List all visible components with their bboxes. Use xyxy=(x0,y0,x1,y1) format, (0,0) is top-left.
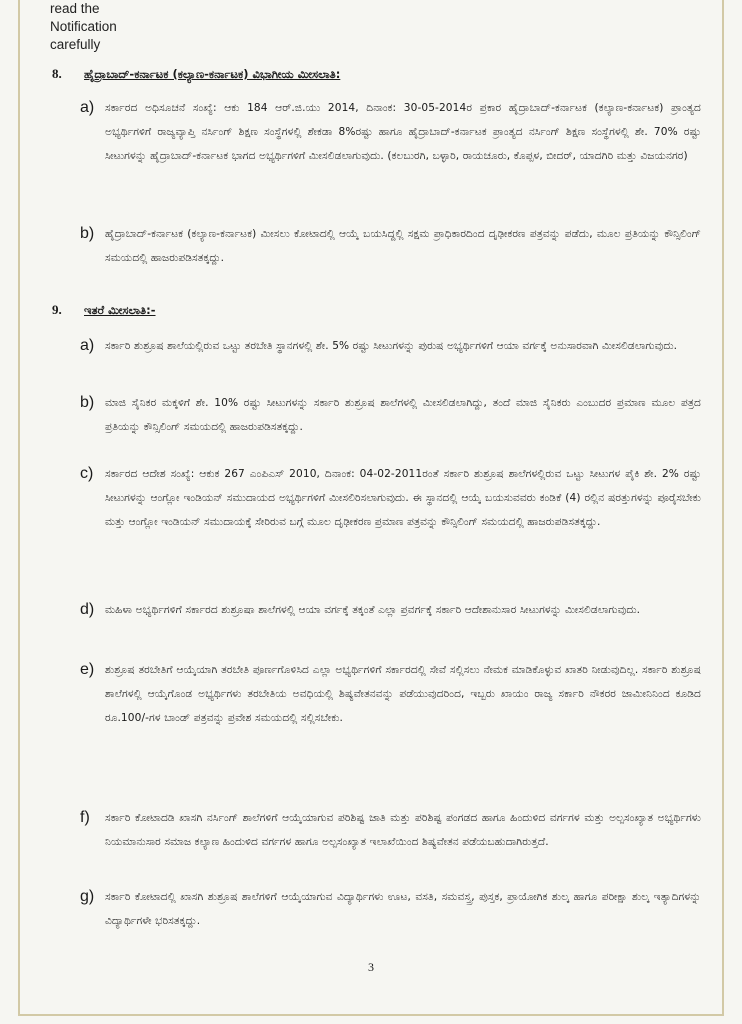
item-text: ಸರ್ಕಾರದ ಅಧಿಸೂಚನೆ ಸಂಖ್ಯೆ: ಆಕು 184 ಆರ್.ಜಿ.ಯು 2014, ದಿನಾಂಕ: 30-05-2014ರ ಪ್ರಕಾರ ಹೈದ್ರಾಬಾದ್-ಕರ್ನಾಟಕ (ಕಲ್ಯಾಣ-ಕರ್ನಾಟಕ) ಪ್ರಾಂತ್ಯದ ಅಭ್ಯರ್ಥಿಗಳಿಗೆ ರಾಜ್ಯವ್ಯಾಪ್ತಿ ನರ್ಸಿಂಗ್ ಶಿಕ್ಷಣ ಸಂಸ್ಥೆಗಳಲ್ಲಿ ಶೇಕಡಾ 8%ರಷ್ಟು ಹಾಗೂ ಹೈದ್ರಾಬಾದ್-ಕರ್ನಾಟಕ ಪ್ರಾಂತ್ಯದ ನರ್ಸಿಂಗ್ ಶಿಕ್ಷಣ ಸಂಸ್ಥೆಗಳಲ್ಲಿ ಶೇ. 70% ರಷ್ಟು ಸೀಟುಗಳನ್ನು ಹೈದ್ರಾಬಾದ್-ಕರ್ನಾಟಕ ಭಾಗದ ಅಭ್ಯರ್ಥಿಗಳಿಗೆ ಮೀಸಲಿಡಲಾಗುವುದು. (ಕಲಬುರಗಿ, ಬಳ್ಳಾರಿ, ರಾಯಚೂರು, ಕೊಪ್ಪಳ, ಬೀದರ್, ಯಾದಗಿರಿ ಮತ್ತು ವಿಜಯನಗರ) xyxy=(105,102,701,163)
item-text: ಹೈದ್ರಾಬಾದ್-ಕರ್ನಾಟಕ (ಕಲ್ಯಾಣ-ಕರ್ನಾಟಕ) ಮೀಸಲು ಕೋಟಾದಲ್ಲಿ ಆಯ್ಕೆ ಬಯಸಿದ್ದಲ್ಲಿ ಸಕ್ಷಮ ಪ್ರಾಧಿಕಾರದಿಂದ ದೃಢೀಕರಣ ಪತ್ರವನ್ನು ಪಡೆದು, ಮೂಲ ಪ್ರತಿಯನ್ನು ಕೌನ್ಸಿಲಿಂಗ್ ಸಮಯದಲ್ಲಿ ಹಾಜರುಪಡಿಸತಕ್ಕದ್ದು. xyxy=(105,228,701,265)
item-letter: b) xyxy=(80,394,95,411)
section-9-heading xyxy=(52,302,156,318)
section-9-title: ಇತರೆ ಮೀಸಲಾತಿ:- xyxy=(84,303,156,317)
item-text: ಸರ್ಕಾರಿ ಶುಶ್ರೂಷ ಶಾಲೆಯಲ್ಲಿರುವ ಒಟ್ಟು ತರಬೇತಿ ಸ್ಥಾನಗಳಲ್ಲಿ ಶೇ. 5% ರಷ್ಟು ಸೀಟುಗಳನ್ನು ಪುರುಷ ಅಭ್ಯರ್ಥಿಗಳಿಗೆ ಆಯಾ ವರ್ಗಕ್ಕೆ ಅನುಸಾರವಾಗಿ ಮೀಸಲಿಡಲಾಗುವುದು. xyxy=(105,340,678,352)
item-text: ಸರ್ಕಾರದ ಆದೇಶ ಸಂಖ್ಯೆ: ಆಕುಕ 267 ಎಂಪಿಎಸ್ 2010, ದಿನಾಂಕ: 04-02-2011ರಂತೆ ಸರ್ಕಾರಿ ಶುಶ್ರೂಷ ಶಾಲೆಗಳಲ್ಲಿರುವ ಒಟ್ಟು ಸೀಟುಗಳ ಪೈಕಿ ಶೇ. 2% ರಷ್ಟು ಸೀಟುಗಳನ್ನು ಆಂಗ್ಲೋ ಇಂಡಿಯನ್ ಸಮುದಾಯದ ಅಭ್ಯರ್ಥಿಗಳಿಗೆ ಮೀಸಲಿರಿಸಲಾಗುವುದು. ಈ ಸ್ಥಾನದಲ್ಲಿ ಆಯ್ಕೆ ಬಯಸುವವರು ಕಂಡಿಕೆ (4) ರಲ್ಲಿನ ಷರತ್ತುಗಳನ್ನು ಪೂರೈಸಬೇಕು ಮತ್ತು ಆಂಗ್ಲೋ ಇಂಡಿಯನ್ ಸಮುದಾಯಕ್ಕೆ ಸೇರಿರುವ ಬಗ್ಗೆ ಮೂಲ ದೃಢೀಕರಣ ಪ್ರಮಾಣ ಪತ್ರವನ್ನು ಕೌನ್ಸಿಲಿಂಗ್ ಸಮಯದಲ್ಲಿ ಹಾಜರುಪಡಿಸತಕ್ಕದ್ದು. xyxy=(105,468,701,529)
item-letter: d) xyxy=(80,601,95,618)
overlay-note-line-3: carefully xyxy=(50,37,101,52)
item-letter: e) xyxy=(80,661,95,678)
item-letter: b) xyxy=(80,225,95,242)
section-8-title: ಹೈದ್ರಾಬಾದ್-ಕರ್ನಾಟಕ (ಕಲ್ಯಾಣ-ಕರ್ನಾಟಕ) ವಿಭಾಗೀಯ ಮೀಸಲಾತಿ: xyxy=(84,67,341,81)
item-letter: g) xyxy=(80,888,95,905)
section-9-number: 9. xyxy=(52,302,62,317)
item-letter: a) xyxy=(80,99,95,116)
overlay-note-line-1: read the xyxy=(50,1,100,16)
item-text: ಸರ್ಕಾರಿ ಕೋಟಾದಡಿ ಖಾಸಗಿ ನರ್ಸಿಂಗ್ ಶಾಲೆಗಳಿಗೆ ಆಯ್ಕೆಯಾಗುವ ಪರಿಶಿಷ್ಟ ಜಾತಿ ಮತ್ತು ಪರಿಶಿಷ್ಟ ಪಂಗಡದ ಹಾಗೂ ಹಿಂದುಳಿದ ವರ್ಗಗಳ ಮತ್ತು ಅಲ್ಪಸಂಖ್ಯಾತ ಅಭ್ಯರ್ಥಿಗಳು ನಿಯಮಾನುಸಾರ ಸಮಾಜ ಕಲ್ಯಾಣ ಹಿಂದುಳಿದ ವರ್ಗಗಳ ಹಾಗೂ ಅಲ್ಪಸಂಖ್ಯಾತ ಇಲಾಖೆಯಿಂದ ಶಿಷ್ಯವೇತನ ಪಡೆಯಬಹುದಾಗಿರುತ್ತದೆ. xyxy=(105,812,701,849)
page-number: 3 xyxy=(368,960,374,974)
item-letter: c) xyxy=(80,465,94,482)
section-8-number: 8. xyxy=(52,66,62,81)
overlay-note xyxy=(50,0,170,54)
item-text: ಮಾಜಿ ಸೈನಿಕರ ಮಕ್ಕಳಿಗೆ ಶೇ. 10% ರಷ್ಟು ಸೀಟುಗಳನ್ನು ಸರ್ಕಾರಿ ಶುಶ್ರೂಷ ಶಾಲೆಗಳಲ್ಲಿ ಮೀಸಲಿಡಲಾಗಿದ್ದು, ತಂದೆ ಮಾಜಿ ಸೈನಿಕರು ಎಂಬುದರ ಪ್ರಮಾಣ ಮೂಲ ಪತ್ರದ ಪ್ರತಿಯನ್ನು ಕೌನ್ಸಿಲಿಂಗ್ ಸಮಯದಲ್ಲಿ ಹಾಜರುಪಡಿಸತಕ್ಕದ್ದು. xyxy=(105,397,701,434)
item-letter: a) xyxy=(80,337,95,354)
item-text: ಮಹಿಳಾ ಅಭ್ಯರ್ಥಿಗಳಿಗೆ ಸರ್ಕಾರದ ಶುಶ್ರೂಷಾ ಶಾಲೆಗಳಲ್ಲಿ ಆಯಾ ವರ್ಗಕ್ಕೆ ತಕ್ಕಂತೆ ಎಲ್ಲಾ ಪ್ರವರ್ಗಕ್ಕೆ ಸರ್ಕಾರಿ ಆದೇಶಾನುಸಾರ ಸೀಟುಗಳನ್ನು ಮೀಸಲಿಡಲಾಗುವುದು. xyxy=(105,604,641,616)
item-text: ಸರ್ಕಾರಿ ಕೋಟಾದಲ್ಲಿ ಖಾಸಗಿ ಶುಶ್ರೂಷ ಶಾಲೆಗಳಿಗೆ ಆಯ್ಕೆಯಾಗುವ ವಿದ್ಯಾರ್ಥಿಗಳು ಊಟ, ವಸತಿ, ಸಮವಸ್ತ್ರ, ಪುಸ್ತಕ, ಪ್ರಾಯೋಗಿಕ ಶುಲ್ಕ ಹಾಗೂ ಪರೀಕ್ಷಾ ಶುಲ್ಕ ಇತ್ಯಾದಿಗಳನ್ನು ವಿದ್ಯಾರ್ಥಿಗಳೇ ಭರಿಸತಕ್ಕದ್ದು. xyxy=(105,891,701,928)
item-letter: f) xyxy=(80,809,90,826)
item-text: ಶುಶ್ರೂಷ ತರಬೇತಿಗೆ ಆಯ್ಕೆಯಾಗಿ ತರಬೇತಿ ಪೂರ್ಣಗೊಳಿಸಿದ ಎಲ್ಲಾ ಅಭ್ಯರ್ಥಿಗಳಿಗೆ ಸರ್ಕಾರದಲ್ಲಿ ಸೇವೆ ಸಲ್ಲಿಸಲು ನೇಮಕ ಮಾಡಿಕೊಳ್ಳುವ ಖಾತರಿ ನೀಡುವುದಿಲ್ಲ. ಸರ್ಕಾರಿ ಶುಶ್ರೂಷ ಶಾಲೆಗಳಲ್ಲಿ ಆಯ್ಕೆಗೊಂಡ ಅಭ್ಯರ್ಥಿಗಳು ತರಬೇತಿಯ ಅವಧಿಯಲ್ಲಿ ಶಿಷ್ಯವೇತನವನ್ನು ಪಡೆಯುವುದರಿಂದ, ಇಬ್ಬರು ಖಾಯಂ ರಾಜ್ಯ ಸರ್ಕಾರಿ ನೌಕರರ ಜಾಮೀನಿನಿಂದ ಕೂಡಿದ ರೂ.100/-ಗಳ ಬಾಂಡ್ ಪತ್ರವನ್ನು ಪ್ರವೇಶ ಸಮಯದಲ್ಲಿ ಸಲ್ಲಿಸಬೇಕು. xyxy=(105,664,701,725)
section-8-heading xyxy=(52,66,340,82)
overlay-note-line-2: Notification xyxy=(50,19,117,34)
